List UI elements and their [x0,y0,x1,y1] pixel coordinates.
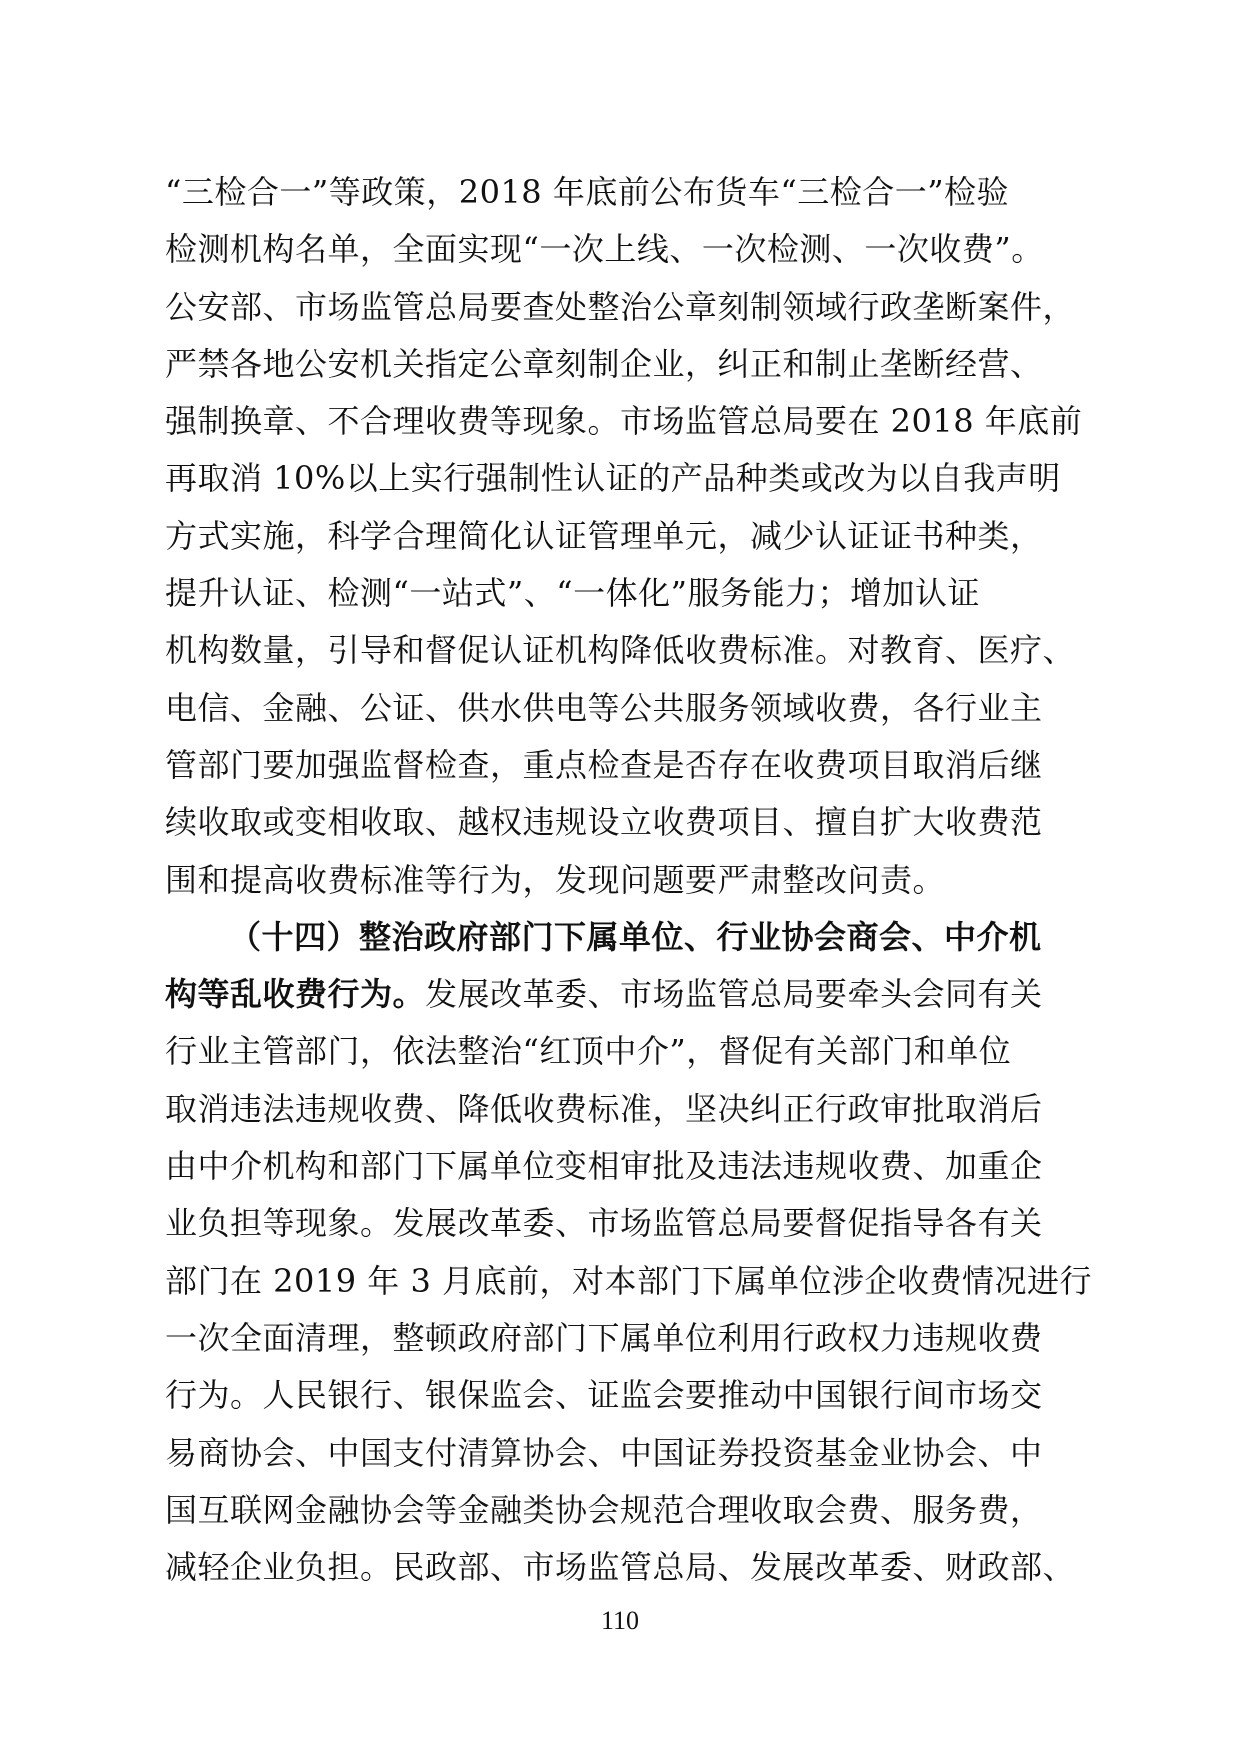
text-line-7: 方式实施，科学合理简化认证管理单元，减少认证证书种类， [165,516,1043,555]
text-line-10: 电信、金融、公证、供水供电等公共服务领域收费，各行业主 [165,688,1043,727]
text-line-23: 易商协会、中国支付清算协会、中国证券投资基金业协会、中 [165,1433,1043,1472]
text-line-15-rest: 发展改革委、市场监管总局要牵头会同有关 [425,975,1043,1014]
text-line-5: 强制换章、不合理收费等现象。市场监管总局要在 2018 年底前 [165,402,1083,441]
text-line-18: 由中介机构和部门下属单位变相审批及违法违规收费、加重企 [165,1147,1043,1186]
body-text [165,164,1092,1596]
text-line-11: 管部门要加强监督检查，重点检查是否存在收费项目取消后继 [165,745,1043,784]
text-line-8: 提升认证、检测“一站式”、“一体化”服务能力；增加认证 [165,574,980,613]
text-line-15 [165,966,1080,1023]
text-line-6: 再取消 10%以上实行强制性认证的产品种类或改为以自我声明 [165,459,1061,498]
text-line-16: 行业主管部门，依法整治“红顶中介”，督促有关部门和单位 [165,1032,1012,1071]
page-number: 110 [600,1606,640,1635]
text-line-1: “三检合一”等政策，2018 年底前公布货车“三检合一”检验 [165,173,1010,211]
section-heading-line-2: 构等乱收费行为。 [165,975,426,1014]
text-line-12: 续收取或变相收取、越权违规设立收费项目、擅自扩大收费范 [165,803,1043,842]
text-line-3: 公安部、市场监管总局要查处整治公章刻制领域行政垄断案件， [165,287,1076,326]
text-line-9: 机构数量，引导和督促认证机构降低收费标准。对教育、医疗、 [165,631,1076,670]
section-heading-line-1: （十四）整治政府部门下属单位、行业协会商会、中介机 [229,917,1042,956]
text-line-17: 取消违法违规收费、降低收费标准，坚决纠正行政审批取消后 [165,1089,1043,1128]
text-line-22: 行为。人民银行、银保监会、证监会要推动中国银行间市场交 [165,1376,1043,1415]
text-line-21: 一次全面清理，整顿政府部门下属单位利用行政权力违规收费 [165,1318,1043,1357]
text-line-20: 部门在 2019 年 3 月底前，对本部门下属单位涉企收费情况进行 [165,1261,1092,1300]
text-line-25: 减轻企业负担。民政部、市场监管总局、发展改革委、财政部、 [165,1548,1076,1587]
text-line-24: 国互联网金融协会等金融类协会规范合理收取会费、服务费， [165,1490,1043,1529]
text-line-19: 业负担等现象。发展改革委、市场监管总局要督促指导各有关 [165,1204,1043,1243]
text-line-13: 围和提高收费标准等行为，发现问题要严肃整改问责。 [165,860,946,899]
text-line-2: 检测机构名单，全面实现“一次上线、一次检测、一次收费”。 [165,230,1044,269]
text-line-4: 严禁各地公安机关指定公章刻制企业，纠正和制止垄断经营、 [165,344,1043,383]
